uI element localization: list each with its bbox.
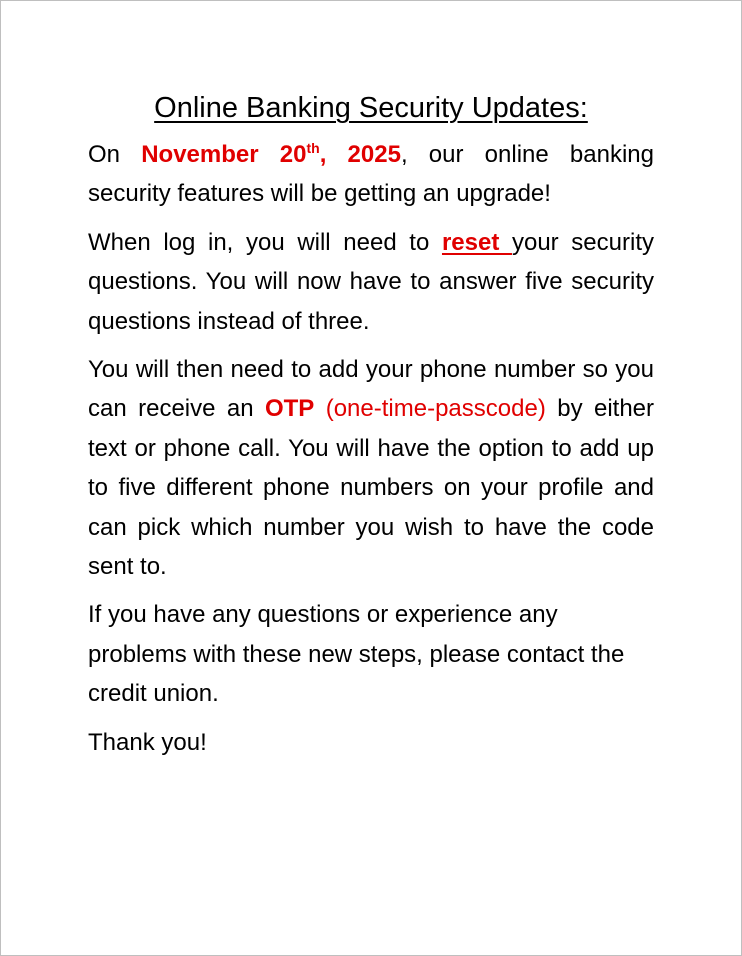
paragraph-contact: If you have any questions or experience any problems with these new steps, please contact the credit union. bbox=[88, 601, 625, 708]
otp-highlight: OTP bbox=[264, 395, 315, 423]
paragraph-thanks: Thank you! bbox=[88, 728, 207, 756]
upgrade-date-year: , 2025 bbox=[319, 141, 401, 168]
paragraph-reset-questions bbox=[88, 223, 654, 341]
document-content bbox=[88, 89, 654, 771]
paragraph-upgrade-date bbox=[88, 135, 654, 214]
upgrade-date-suffix: th bbox=[306, 140, 320, 156]
p2-pre: When log in, you will need to bbox=[88, 228, 442, 256]
otp-expansion: (one-time-passcode) bbox=[314, 395, 546, 423]
p1-post: , our online banking security features will be getting an upgrade! bbox=[88, 141, 655, 208]
paragraph-otp bbox=[88, 350, 654, 586]
p2-post: your security questions. You will now have to answer five security questions instead of three. bbox=[88, 228, 654, 335]
page-title: Online Banking Security Updates: bbox=[154, 92, 588, 124]
p1-pre: On bbox=[88, 141, 142, 168]
upgrade-date bbox=[141, 141, 401, 168]
upgrade-date-main: November 20 bbox=[141, 141, 307, 168]
reset-highlight: reset bbox=[441, 228, 512, 256]
p3-post: by either text or phone call. You will have the option to add up to five different phone numbers on your profile and can pick which number you wish to have the code sent to. bbox=[88, 395, 654, 581]
p3-pre: You will then need to add your phone number so you can receive an bbox=[88, 356, 654, 423]
